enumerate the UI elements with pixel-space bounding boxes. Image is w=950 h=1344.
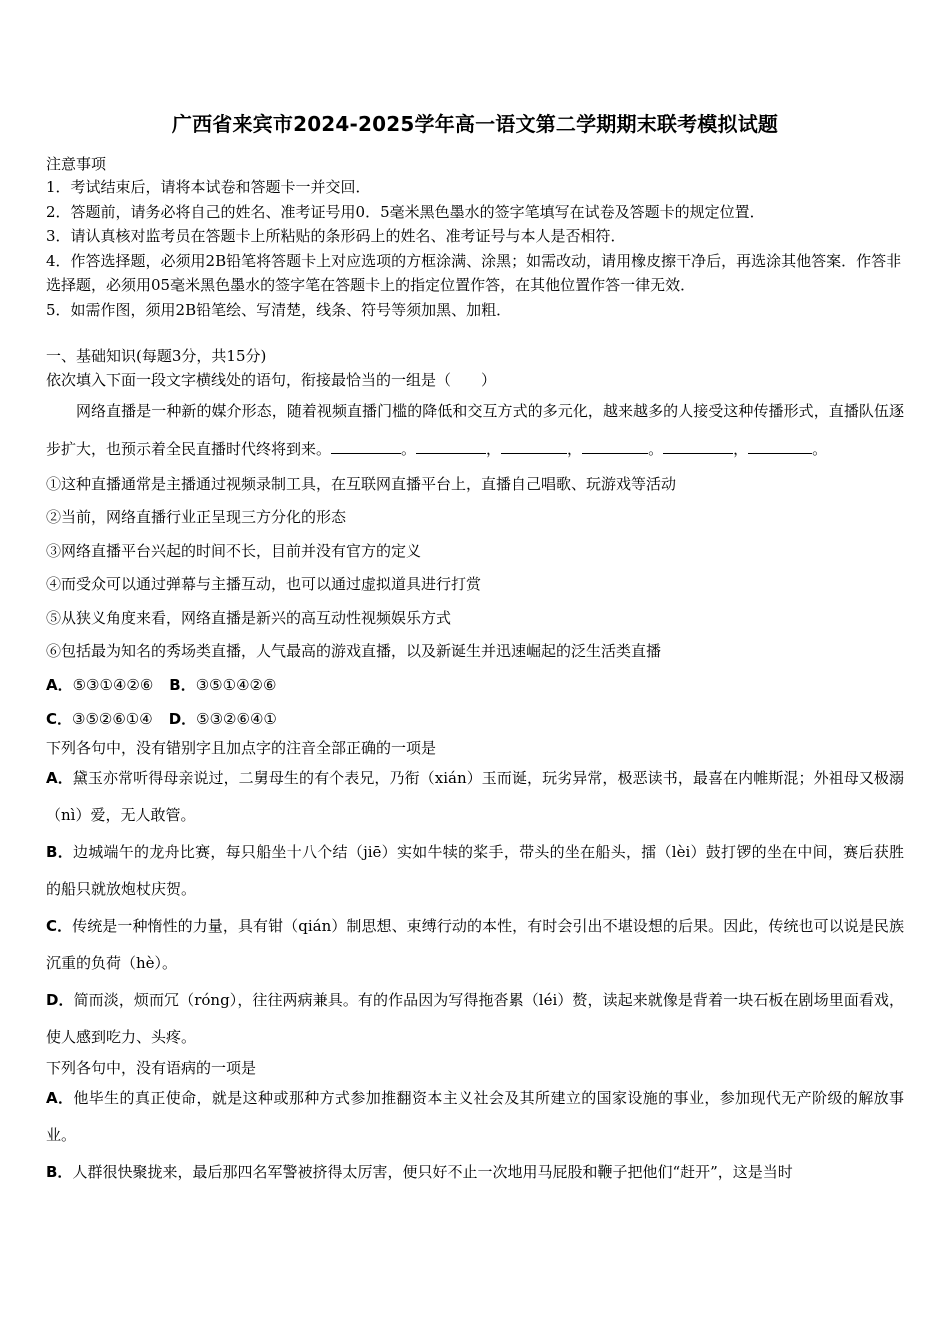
answer-blank-2 (416, 439, 486, 454)
choice-c-label: C． (46, 710, 73, 729)
question-1-prompt: 依次填入下面一段文字横线处的语句，衔接最恰当的一组是（ ） (46, 371, 497, 389)
question-3-prompt: 下列各句中，没有语病的一项是 (46, 1059, 257, 1078)
blank-sep-4: 。 (648, 440, 664, 458)
exam-title: 广西省来宾市2024-2025学年高一语文第二学期期末联考模拟试题 (171, 112, 779, 136)
choice-d-text: ⑤③②⑥④① (196, 710, 277, 729)
answer-blank-1 (331, 439, 401, 454)
option-text: 简而淡，烦而冗（róng），往往两病兼具。有的作品因为写得拖沓累（léi）赘，读起来就像是背着一块石板在剧场里面看戏，使人感到吃力、头疼。 (46, 991, 904, 1047)
question-2 (46, 736, 904, 1056)
choice-b-text: ③⑤①④②⑥ (195, 676, 277, 695)
answer-blank-4 (582, 439, 648, 454)
option-label: A． (46, 1089, 74, 1108)
notice-heading: 注意事项 (46, 155, 107, 173)
blank-sep-2: ， (486, 440, 502, 458)
question-2-option-d (46, 982, 904, 1056)
statement-4: ④而受众可以通过弹幕与主播互动，也可以通过虚拟道具进行打赏 (46, 575, 482, 594)
blank-sep-5: ， (733, 440, 749, 458)
statement-6: ⑥包括最为知名的秀场类直播，人气最高的游戏直播，以及新诞生并迅速崛起的泛生活类直播 (46, 642, 662, 661)
option-label: D． (46, 991, 74, 1010)
option-label: B． (46, 843, 73, 862)
question-2-prompt: 下列各句中，没有错别字且加点字的注音全部正确的一项是 (46, 739, 437, 758)
option-label: C． (46, 917, 73, 936)
question-2-option-b (46, 834, 904, 908)
choice-c-text: ③⑤②⑥①④ (72, 710, 153, 729)
option-label: B． (46, 1163, 73, 1182)
question-3-option-b (46, 1154, 904, 1191)
answer-blank-3 (501, 439, 567, 454)
notice-section (46, 153, 904, 322)
answer-blank-5 (663, 439, 733, 454)
notice-item-2: 2．答题前，请务必将自己的姓名、准考证号用0．5毫米黑色墨水的签字笔填写在试卷及答题卡的规定位置． (46, 202, 765, 221)
option-text: 传统是一种惰性的力量，具有钳（qián）制思想、束缚行动的本性，有时会引出不堪设想的后果。因此，传统也可以说是民族沉重的负荷（hè）。 (46, 917, 904, 973)
choice-d-label: D． (168, 710, 197, 729)
choice-row-ab (46, 668, 904, 702)
question-2-option-c (46, 908, 904, 982)
question-2-option-a (46, 760, 904, 834)
choice-a-text: ⑤③①④②⑥ (72, 676, 154, 695)
section-heading: 一、基础知识(每题3分，共15分) (46, 347, 267, 365)
blank-sep-3: ， (567, 440, 583, 458)
answer-blank-6 (748, 439, 812, 454)
question-3 (46, 1056, 904, 1191)
passage-end: 。 (812, 440, 828, 458)
option-label: A． (46, 769, 73, 788)
choice-b-label: B． (169, 676, 196, 695)
option-text: 他毕生的真正使命，就是这种或那种方式参加推翻资本主义社会及其所建立的国家设施的事业，参加现代无产阶级的解放事业。 (46, 1089, 904, 1145)
option-text: 边城端午的龙舟比赛，每只船坐十八个结（jiē）实如牛犊的桨手，带头的坐在船头，擂（lèi）鼓打锣的坐在中间，赛后获胜的船只就放炮杖庆贺。 (46, 843, 905, 899)
question-3-option-a (46, 1080, 904, 1154)
option-text: 黛玉亦常听得母亲说过，二舅母生的有个表兄，乃衔（xián）玉而诞，玩劣异常，极恶读书，最喜在内帷斯混；外祖母又极溺（nì）爱，无人敢管。 (46, 769, 904, 825)
statement-1: ①这种直播通常是主播通过视频录制工具，在互联网直播平台上，直播自己唱歌、玩游戏等活动 (46, 475, 677, 493)
notice-item-5: 5．如需作图，须用2B铅笔绘、写清楚，线条、符号等须加黑、加粗． (46, 300, 512, 319)
statement-2: ②当前，网络直播行业正呈现三方分化的形态 (46, 508, 347, 527)
option-text: 人群很快聚拢来，最后那四名军警被挤得太厉害，便只好不止一次地用马屁股和鞭子把他们“赶开”，这是当时 (72, 1163, 793, 1182)
blank-sep-1: 。 (401, 440, 417, 458)
notice-item-4: 4．作答选择题，必须用2B铅笔将答题卡上对应选项的方框涂满、涂黑；如需改动，请用橡皮擦干净后，再选涂其他答案．作答非选择题，必须用05毫米黑色墨水的签字笔在答题卡上的指定位置作答，在其他位置作答一律无效． (46, 251, 902, 294)
statement-5: ⑤从狭义角度来看，网络直播是新兴的高互动性视频娱乐方式 (46, 608, 452, 627)
question-1-passage (46, 392, 904, 468)
statement-3: ③网络直播平台兴起的时间不长，目前并没有官方的定义 (46, 541, 422, 560)
notice-item-3: 3．请认真核对监考员在答题卡上所粘贴的条形码上的姓名、准考证号与本人是否相符． (46, 227, 626, 245)
question-1 (46, 368, 904, 736)
passage-text: 网络直播是一种新的媒介形态，随着视频直播门槛的降低和交互方式的多元化，越来越多的人接受这种传播形式，直播队伍逐步扩大，也预示着全民直播时代终将到来。 (46, 402, 904, 458)
notice-item-1: 1．考试结束后，请将本试卷和答题卡一并交回． (46, 178, 371, 196)
choice-row-cd (46, 702, 904, 736)
choice-a-label: A． (46, 676, 73, 695)
